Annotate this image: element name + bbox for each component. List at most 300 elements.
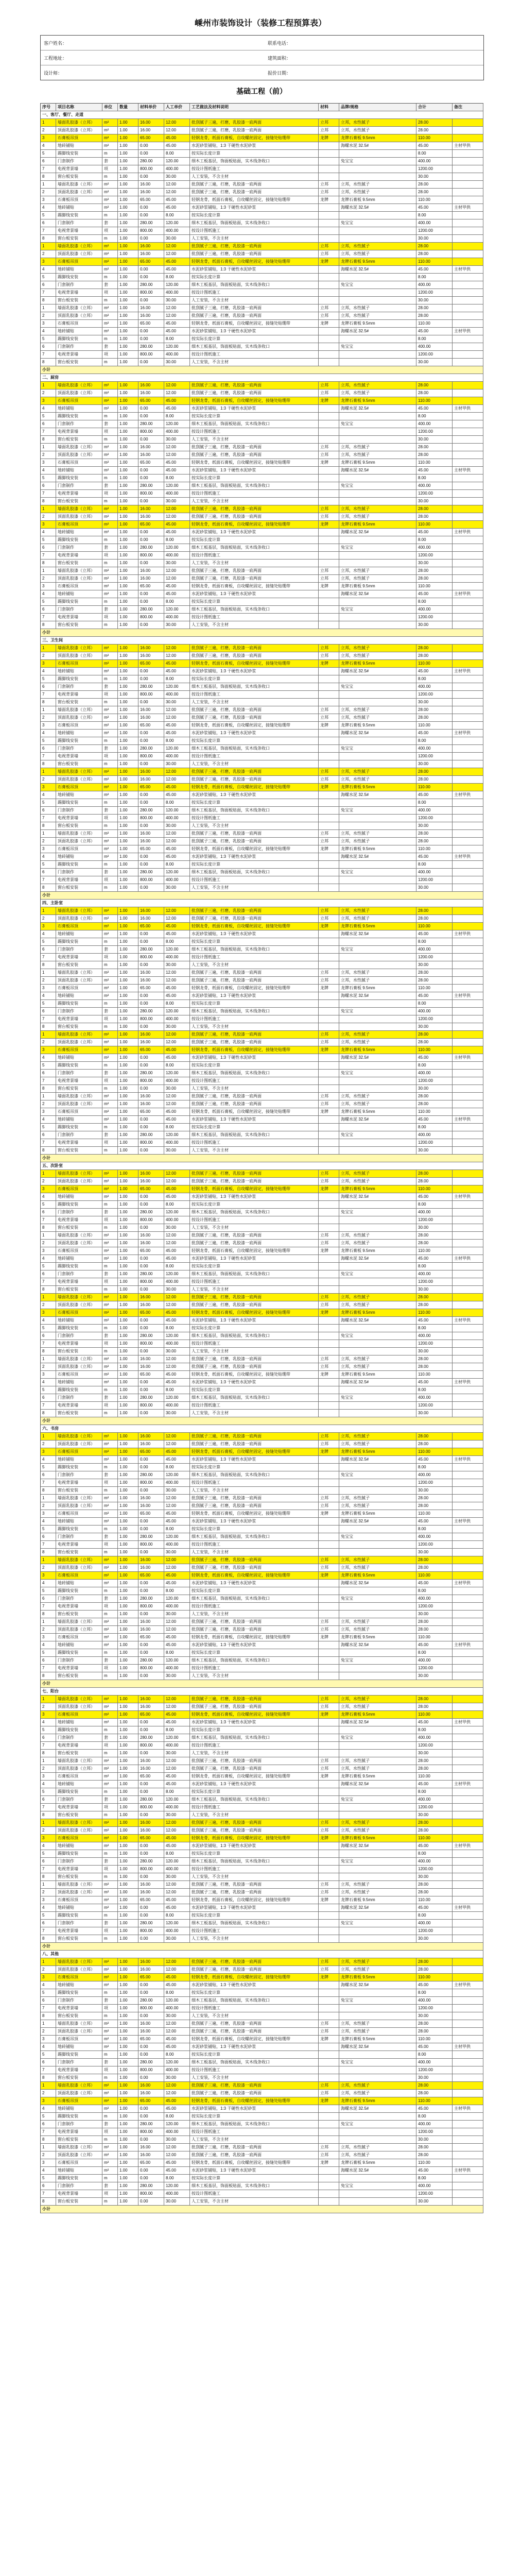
document-title: 嵊州市装饰设计（装修工程预算表） bbox=[194, 19, 326, 28]
cell-desc: 批刮腻子三遍，打磨，乳胶漆一底两面 bbox=[190, 1433, 319, 1440]
cell-brand: 兔宝宝 bbox=[339, 544, 416, 551]
cell-desc: 细木工板基层，饰面板贴面，实木线条收口 bbox=[190, 745, 319, 752]
cell-p1: 800.00 bbox=[138, 1402, 164, 1409]
cell-brand: 立邦，水性腻子 bbox=[339, 1232, 416, 1239]
cell-brand: 立邦，水性腻子 bbox=[339, 1039, 416, 1046]
cell-name: 石膏板吊顶 bbox=[56, 459, 102, 466]
cell-total: 45.00 bbox=[416, 930, 453, 938]
table-row bbox=[41, 1827, 483, 1835]
cell-total: 45.00 bbox=[416, 1580, 453, 1587]
cell-unit: m bbox=[102, 2175, 118, 2182]
cell-mat: 立邦 bbox=[319, 1301, 339, 1309]
cell-mat bbox=[319, 1641, 339, 1649]
cell-brand bbox=[339, 227, 416, 234]
cell-desc: 人工安装，不含主材 bbox=[190, 2136, 319, 2143]
cell-remark bbox=[453, 1881, 483, 1888]
cell-name: 电视背景墙 bbox=[56, 2128, 102, 2136]
cell-unit: m² bbox=[102, 590, 118, 598]
cell-total: 45.00 bbox=[416, 2043, 453, 2050]
cell-name: 窗台板安装 bbox=[56, 760, 102, 768]
cell-total: 45.00 bbox=[416, 1781, 453, 1788]
cell-remark bbox=[453, 915, 483, 922]
phone-label: 联系电话： bbox=[267, 40, 291, 46]
cell-no: 4 bbox=[41, 1317, 56, 1324]
cell-total: 8.00 bbox=[416, 1587, 453, 1595]
cell-no: 1 bbox=[41, 1232, 56, 1239]
cell-qty: 1.00 bbox=[118, 714, 138, 721]
cell-unit: m bbox=[102, 760, 118, 768]
cell-unit: m² bbox=[102, 1039, 118, 1046]
cell-qty: 1.00 bbox=[118, 2043, 138, 2050]
cell-unit: 套 bbox=[102, 1920, 118, 1927]
cell-total: 28.00 bbox=[416, 1564, 453, 1571]
cell-unit: m² bbox=[102, 730, 118, 737]
cell-p2: 12.00 bbox=[164, 977, 190, 984]
cell-remark bbox=[453, 134, 483, 142]
cell-name: 窗台板安装 bbox=[56, 359, 102, 366]
cell-mat bbox=[319, 2182, 339, 2190]
table-row bbox=[41, 745, 483, 753]
cell-total: 1200.00 bbox=[416, 289, 453, 296]
cell-mat: 立邦 bbox=[319, 189, 339, 196]
cell-remark bbox=[453, 2090, 483, 2097]
cell-qty: 1.00 bbox=[118, 1541, 138, 1548]
cell-total: 8.00 bbox=[416, 737, 453, 744]
cell-mat bbox=[319, 266, 339, 273]
cell-mat bbox=[319, 490, 339, 497]
cell-p1: 280.00 bbox=[138, 1070, 164, 1077]
cell-total: 400.00 bbox=[416, 2182, 453, 2190]
cell-p2: 45.00 bbox=[164, 583, 190, 590]
cell-brand: 兔宝宝 bbox=[339, 1533, 416, 1540]
table-row bbox=[41, 1209, 483, 1216]
cell-remark bbox=[453, 1873, 483, 1880]
cell-unit: m² bbox=[102, 181, 118, 188]
cell-no: 1 bbox=[41, 1618, 56, 1625]
cell-remark bbox=[453, 1355, 483, 1363]
cell-total: 45.00 bbox=[416, 266, 453, 273]
cell-p1: 280.00 bbox=[138, 343, 164, 350]
cell-p2: 8.00 bbox=[164, 799, 190, 806]
cell-total: 400.00 bbox=[416, 2121, 453, 2128]
cell-qty: 1.00 bbox=[118, 1634, 138, 1641]
cell-qty: 1.00 bbox=[118, 1224, 138, 1231]
cell-remark bbox=[453, 1726, 483, 1734]
cell-p1: 16.00 bbox=[138, 1170, 164, 1177]
table-row bbox=[41, 165, 483, 173]
cell-p1: 0.00 bbox=[138, 1062, 164, 1069]
area-label: 三、卫生间 bbox=[41, 637, 483, 644]
cell-desc: 批刮腻子三遍，打磨，乳胶漆一底两面 bbox=[190, 1556, 319, 1564]
cell-p2: 12.00 bbox=[164, 243, 190, 250]
cell-mat bbox=[319, 1062, 339, 1069]
cell-desc: 细木工板基层，饰面板贴面，实木线条收口 bbox=[190, 1070, 319, 1077]
cell-mat: 立邦 bbox=[319, 1618, 339, 1625]
cell-total: 110.00 bbox=[416, 1371, 453, 1378]
cell-remark bbox=[453, 1448, 483, 1455]
cell-p2: 8.00 bbox=[164, 1263, 190, 1270]
cell-total: 8.00 bbox=[416, 536, 453, 544]
cell-remark bbox=[453, 521, 483, 528]
cell-qty: 1.00 bbox=[118, 529, 138, 536]
subtotal-row bbox=[41, 1943, 483, 1951]
cell-unit: m² bbox=[102, 2020, 118, 2027]
cell-total: 45.00 bbox=[416, 730, 453, 737]
cell-desc: 按设计图纸施工 bbox=[190, 1015, 319, 1023]
table-row bbox=[41, 2136, 483, 2144]
cell-p2: 12.00 bbox=[164, 1958, 190, 1965]
cell-p2: 400.00 bbox=[164, 1541, 190, 1548]
cell-name: 顶面乳胶漆（立邦） bbox=[56, 1827, 102, 1834]
cell-desc: 水泥砂浆铺贴，1:3 干硬性水泥砂浆 bbox=[190, 668, 319, 675]
cell-qty: 1.00 bbox=[118, 320, 138, 327]
cell-name: 踢脚线安装 bbox=[56, 212, 102, 219]
cell-brand: 兔宝宝 bbox=[339, 946, 416, 953]
cell-name: 地砖铺贴 bbox=[56, 204, 102, 211]
cell-p2: 400.00 bbox=[164, 351, 190, 358]
cell-remark bbox=[453, 119, 483, 126]
cell-p1: 16.00 bbox=[138, 838, 164, 845]
cell-brand: 兔宝宝 bbox=[339, 869, 416, 876]
cell-mat bbox=[319, 1541, 339, 1548]
cell-total: 30.00 bbox=[416, 961, 453, 969]
cell-p1: 280.00 bbox=[138, 869, 164, 876]
cell-remark bbox=[453, 876, 483, 884]
cell-brand bbox=[339, 436, 416, 443]
cell-unit: 项 bbox=[102, 614, 118, 621]
cell-total: 45.00 bbox=[416, 328, 453, 335]
cell-remark bbox=[453, 196, 483, 204]
cell-qty: 1.00 bbox=[118, 1402, 138, 1409]
cell-mat: 立邦 bbox=[319, 1100, 339, 1108]
cell-brand: 兔宝宝 bbox=[339, 343, 416, 350]
cell-mat bbox=[319, 760, 339, 768]
cell-qty: 1.00 bbox=[118, 436, 138, 443]
cell-qty: 1.00 bbox=[118, 2036, 138, 2043]
table-row bbox=[41, 428, 483, 436]
cell-qty: 1.00 bbox=[118, 1889, 138, 1896]
cell-name: 踢脚线安装 bbox=[56, 413, 102, 420]
cell-qty: 1.00 bbox=[118, 1580, 138, 1587]
cell-p2: 45.00 bbox=[164, 459, 190, 466]
cell-p1: 16.00 bbox=[138, 2144, 164, 2151]
table-row bbox=[41, 2182, 483, 2190]
cell-mat bbox=[319, 938, 339, 945]
cell-mat bbox=[319, 1734, 339, 1741]
cell-p2: 120.00 bbox=[164, 869, 190, 876]
cell-p2: 45.00 bbox=[164, 1896, 190, 1904]
cell-qty: 1.00 bbox=[118, 869, 138, 876]
cell-desc: 轻钢龙骨，纸面石膏板，自攻螺丝固定，接缝处贴绷带 bbox=[190, 1572, 319, 1579]
cell-total: 8.00 bbox=[416, 1649, 453, 1656]
cell-remark bbox=[453, 1263, 483, 1270]
cell-qty: 1.00 bbox=[118, 1927, 138, 1935]
cell-total: 400.00 bbox=[416, 482, 453, 489]
cell-remark bbox=[453, 2136, 483, 2143]
table-row bbox=[41, 2167, 483, 2175]
cell-unit: 项 bbox=[102, 552, 118, 559]
cell-total: 28.00 bbox=[416, 1703, 453, 1710]
cell-p2: 30.00 bbox=[164, 1023, 190, 1030]
cell-p2: 12.00 bbox=[164, 1819, 190, 1826]
cell-p1: 800.00 bbox=[138, 351, 164, 358]
cell-total: 110.00 bbox=[416, 1974, 453, 1981]
cell-unit: m² bbox=[102, 1456, 118, 1463]
cell-total: 110.00 bbox=[416, 660, 453, 667]
cell-brand bbox=[339, 1216, 416, 1224]
cell-total: 28.00 bbox=[416, 2082, 453, 2089]
cell-qty: 1.00 bbox=[118, 1085, 138, 1092]
cell-brand bbox=[339, 1000, 416, 1007]
subtotal-row bbox=[41, 892, 483, 900]
cell-brand: 立邦，水性腻子 bbox=[339, 1564, 416, 1571]
cell-name: 顶面乳胶漆（立邦） bbox=[56, 1765, 102, 1772]
cell-total: 45.00 bbox=[416, 1054, 453, 1061]
cell-desc: 按实际长度计算 bbox=[190, 737, 319, 744]
cell-remark bbox=[453, 598, 483, 605]
cell-no: 8 bbox=[41, 1935, 56, 1942]
cell-p1: 0.00 bbox=[138, 560, 164, 567]
cell-total: 400.00 bbox=[416, 1997, 453, 2004]
cell-p2: 12.00 bbox=[164, 2144, 190, 2151]
cell-total: 28.00 bbox=[416, 2020, 453, 2027]
cell-p1: 800.00 bbox=[138, 552, 164, 559]
cell-qty: 1.00 bbox=[118, 2020, 138, 2027]
cell-unit: m bbox=[102, 413, 118, 420]
table-row bbox=[41, 1255, 483, 1263]
cell-qty: 1.00 bbox=[118, 250, 138, 258]
cell-brand: 立邦，水性腻子 bbox=[339, 1958, 416, 1965]
cell-mat: 龙牌 bbox=[319, 258, 339, 265]
cell-brand: 龙牌石膏板 9.5mm bbox=[339, 320, 416, 327]
cell-remark bbox=[453, 1433, 483, 1440]
cell-mat: 龙牌 bbox=[319, 1448, 339, 1455]
cell-no: 1 bbox=[41, 119, 56, 126]
cell-p1: 65.00 bbox=[138, 1773, 164, 1780]
cell-total: 400.00 bbox=[416, 1796, 453, 1803]
table-row bbox=[41, 1170, 483, 1178]
cell-brand: 立邦，水性腻子 bbox=[339, 189, 416, 196]
subtotal-row bbox=[41, 629, 483, 637]
cell-p2: 30.00 bbox=[164, 1611, 190, 1618]
cell-brand: 龙牌石膏板 9.5mm bbox=[339, 196, 416, 204]
cell-total: 1200.00 bbox=[416, 1479, 453, 1486]
cell-p1: 16.00 bbox=[138, 1958, 164, 1965]
cell-desc: 水泥砂浆铺贴，1:3 干硬性水泥砂浆 bbox=[190, 853, 319, 860]
cell-qty: 1.00 bbox=[118, 1603, 138, 1610]
cell-mat bbox=[319, 992, 339, 999]
cell-brand: 立邦，水性腻子 bbox=[339, 2090, 416, 2097]
cell-total: 110.00 bbox=[416, 1448, 453, 1455]
cell-no: 1 bbox=[41, 768, 56, 775]
cell-total: 45.00 bbox=[416, 142, 453, 149]
cell-total: 400.00 bbox=[416, 1131, 453, 1139]
cell-qty: 1.00 bbox=[118, 1703, 138, 1710]
cell-name: 地砖铺贴 bbox=[56, 1255, 102, 1262]
cell-brand: 龙牌石膏板 9.5mm bbox=[339, 722, 416, 729]
cell-p1: 65.00 bbox=[138, 784, 164, 791]
cell-brand: 海螺水泥 32.5# bbox=[339, 1317, 416, 1324]
table-row bbox=[41, 861, 483, 869]
cell-mat bbox=[319, 552, 339, 559]
cell-desc: 批刮腻子三遍，打磨，乳胶漆一底两面 bbox=[190, 1765, 319, 1772]
cell-remark bbox=[453, 1912, 483, 1919]
cell-qty: 1.00 bbox=[118, 1209, 138, 1216]
cell-mat: 立邦 bbox=[319, 2082, 339, 2089]
cell-desc: 细木工板基层，饰面板贴面，实木线条收口 bbox=[190, 2121, 319, 2128]
cell-brand: 立邦，水性腻子 bbox=[339, 250, 416, 258]
cell-mat bbox=[319, 745, 339, 752]
cell-p1: 800.00 bbox=[138, 2190, 164, 2197]
cell-p2: 120.00 bbox=[164, 482, 190, 489]
cell-mat bbox=[319, 1479, 339, 1486]
cell-p1: 16.00 bbox=[138, 830, 164, 837]
cell-mat bbox=[319, 1672, 339, 1680]
cell-unit: m² bbox=[102, 853, 118, 860]
cell-brand bbox=[339, 1015, 416, 1023]
cell-qty: 1.00 bbox=[118, 1371, 138, 1378]
cell-qty: 1.00 bbox=[118, 2159, 138, 2166]
cell-qty: 1.00 bbox=[118, 567, 138, 574]
table-row bbox=[41, 320, 483, 328]
cell-name: 墙面乳胶漆（立邦） bbox=[56, 119, 102, 126]
cell-brand: 立邦，水性腻子 bbox=[339, 2151, 416, 2159]
cell-mat bbox=[319, 1920, 339, 1927]
table-row bbox=[41, 1634, 483, 1641]
cell-mat: 立邦 bbox=[319, 2020, 339, 2027]
table-row bbox=[41, 1301, 483, 1309]
cell-qty: 1.00 bbox=[118, 652, 138, 659]
cell-no: 3 bbox=[41, 1634, 56, 1641]
cell-total: 1200.00 bbox=[416, 1742, 453, 1749]
cell-brand bbox=[339, 1587, 416, 1595]
cell-total: 400.00 bbox=[416, 2059, 453, 2066]
cell-qty: 1.00 bbox=[118, 815, 138, 822]
table-row bbox=[41, 830, 483, 838]
cell-p1: 65.00 bbox=[138, 985, 164, 992]
cell-p1: 16.00 bbox=[138, 119, 164, 126]
cell-brand: 龙牌石膏板 9.5mm bbox=[339, 1185, 416, 1193]
table-row bbox=[41, 2198, 483, 2206]
cell-unit: m bbox=[102, 1649, 118, 1656]
cell-unit: m² bbox=[102, 134, 118, 142]
cell-mat bbox=[319, 1270, 339, 1278]
cell-mat bbox=[319, 2175, 339, 2182]
cell-remark: 主材甲供 bbox=[453, 1116, 483, 1123]
cell-total: 30.00 bbox=[416, 1672, 453, 1680]
cell-mat bbox=[319, 289, 339, 296]
cell-desc: 轻钢龙骨，纸面石膏板，自攻螺丝固定，接缝处贴绷带 bbox=[190, 1896, 319, 1904]
table-row bbox=[41, 807, 483, 815]
cell-total: 30.00 bbox=[416, 2136, 453, 2143]
cell-mat bbox=[319, 1997, 339, 2004]
table-row bbox=[41, 1896, 483, 1904]
cell-qty: 1.00 bbox=[118, 1093, 138, 1100]
cell-p2: 400.00 bbox=[164, 227, 190, 234]
table-row bbox=[41, 444, 483, 451]
cell-qty: 1.00 bbox=[118, 2090, 138, 2097]
cell-brand bbox=[339, 884, 416, 891]
cell-brand: 立邦，水性腻子 bbox=[339, 1881, 416, 1888]
cell-mat: 立邦 bbox=[319, 838, 339, 845]
cell-mat bbox=[319, 1077, 339, 1084]
cell-unit: 项 bbox=[102, 1139, 118, 1146]
cell-p1: 0.00 bbox=[138, 699, 164, 706]
cell-brand bbox=[339, 1487, 416, 1494]
cell-desc: 按实际长度计算 bbox=[190, 1587, 319, 1595]
cell-qty: 1.00 bbox=[118, 513, 138, 520]
cell-brand: 立邦，水性腻子 bbox=[339, 1696, 416, 1703]
cell-unit: 项 bbox=[102, 753, 118, 760]
cell-desc: 水泥砂浆铺贴，1:3 干硬性水泥砂浆 bbox=[190, 204, 319, 211]
cell-remark bbox=[453, 2012, 483, 2020]
cell-name: 石膏板吊顶 bbox=[56, 2159, 102, 2166]
cell-qty: 1.00 bbox=[118, 1170, 138, 1177]
cell-p1: 65.00 bbox=[138, 1835, 164, 1842]
cell-p2: 8.00 bbox=[164, 737, 190, 744]
cell-unit: m bbox=[102, 2074, 118, 2081]
cell-qty: 1.00 bbox=[118, 1526, 138, 1533]
cell-total: 45.00 bbox=[416, 529, 453, 536]
table-row bbox=[41, 1526, 483, 1533]
cell-desc: 人工安装，不含主材 bbox=[190, 498, 319, 505]
cell-p2: 45.00 bbox=[164, 2105, 190, 2112]
cell-remark: 主材甲供 bbox=[453, 853, 483, 860]
cell-p2: 45.00 bbox=[164, 590, 190, 598]
cell-brand: 兔宝宝 bbox=[339, 2121, 416, 2128]
cell-mat: 立邦 bbox=[319, 830, 339, 837]
cell-remark bbox=[453, 544, 483, 551]
cell-brand: 龙牌石膏板 9.5mm bbox=[339, 521, 416, 528]
cell-name: 墙面乳胶漆（立邦） bbox=[56, 2082, 102, 2089]
cell-name: 地砖铺贴 bbox=[56, 730, 102, 737]
cell-unit: m² bbox=[102, 2090, 118, 2097]
cell-remark bbox=[453, 923, 483, 930]
cell-unit: 套 bbox=[102, 1008, 118, 1015]
table-row bbox=[41, 1711, 483, 1719]
cell-desc: 批刮腻子三遍，打磨，乳胶漆一底两面 bbox=[190, 1958, 319, 1965]
table-row bbox=[41, 420, 483, 428]
cell-qty: 1.00 bbox=[118, 2082, 138, 2089]
cell-mat bbox=[319, 1788, 339, 1795]
cell-unit: m² bbox=[102, 1835, 118, 1842]
cell-total: 28.00 bbox=[416, 2151, 453, 2159]
cell-qty: 1.00 bbox=[118, 1116, 138, 1123]
cell-mat: 龙牌 bbox=[319, 1510, 339, 1517]
cell-qty: 1.00 bbox=[118, 1804, 138, 1811]
cell-desc: 轻钢龙骨，纸面石膏板，自攻螺丝固定，接缝处贴绷带 bbox=[190, 2097, 319, 2105]
cell-p2: 12.00 bbox=[164, 505, 190, 513]
cell-no: 1 bbox=[41, 1093, 56, 1100]
cell-desc: 批刮腻子三遍，打磨，乳胶漆一底两面 bbox=[190, 1495, 319, 1502]
cell-remark bbox=[453, 683, 483, 690]
cell-brand: 龙牌石膏板 9.5mm bbox=[339, 2159, 416, 2166]
cell-p1: 0.00 bbox=[138, 621, 164, 629]
table-row bbox=[41, 2144, 483, 2151]
cell-remark bbox=[453, 2121, 483, 2128]
cell-p2: 8.00 bbox=[164, 274, 190, 281]
cell-no: 2 bbox=[41, 389, 56, 397]
cell-remark bbox=[453, 1201, 483, 1208]
date-label: 报价日期： bbox=[267, 70, 291, 76]
cell-name: 地砖铺贴 bbox=[56, 529, 102, 536]
cell-brand: 立邦，水性腻子 bbox=[339, 2082, 416, 2089]
cell-brand: 海螺水泥 32.5# bbox=[339, 1719, 416, 1726]
cell-p1: 280.00 bbox=[138, 1858, 164, 1865]
cell-p1: 800.00 bbox=[138, 428, 164, 435]
cell-p2: 45.00 bbox=[164, 1580, 190, 1587]
cell-name: 踢脚线安装 bbox=[56, 1989, 102, 1996]
